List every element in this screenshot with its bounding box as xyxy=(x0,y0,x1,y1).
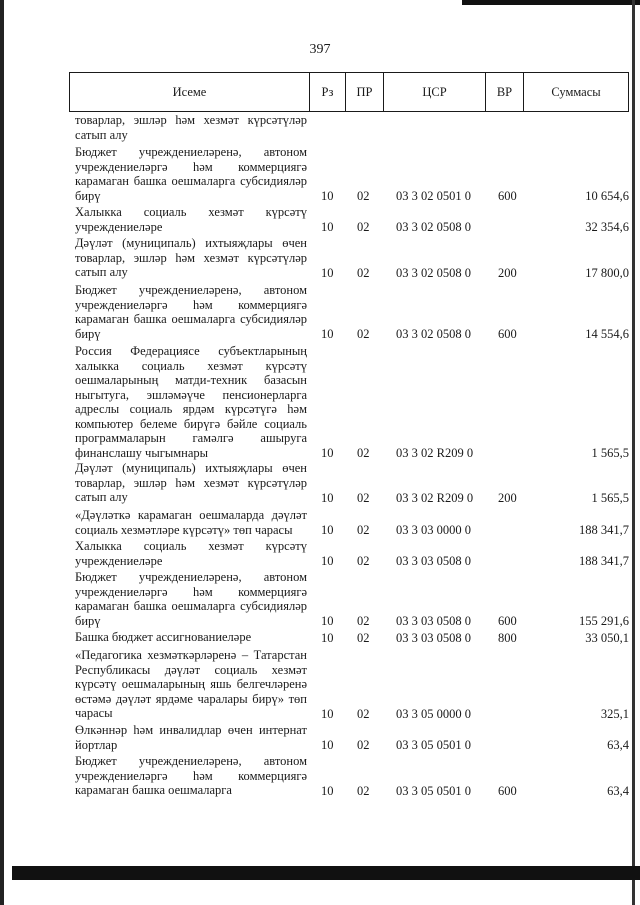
row-sum: 10 654,6 xyxy=(585,188,629,203)
row-csr: 03 3 05 0000 0 xyxy=(396,706,471,721)
table-row xyxy=(75,723,629,752)
table-row xyxy=(75,508,629,537)
row-vr: 600 xyxy=(498,188,517,203)
row-rz: 10 xyxy=(321,188,334,203)
row-vr: 800 xyxy=(498,630,517,645)
row-sum: 32 354,6 xyxy=(585,219,629,234)
row-csr: 03 3 02 0508 0 xyxy=(396,326,471,341)
header-rz: Рз xyxy=(310,73,346,111)
row-rz: 10 xyxy=(321,445,334,460)
row-sum: 1 565,5 xyxy=(591,445,629,460)
row-name: Россия Федерациясе субъектларының халыкка социаль хезмәт күрсәтү оешмаларының матди-техник базасын ныгытуга, эшләмәүче пенсионерларга адреслы социаль ярдәм күрсәтүгә һәм компьютер белеме бирүгә бәйле социаль программаларын гамәлгә ашыруга финанслашу чыгымнары xyxy=(75,344,307,460)
row-pr: 02 xyxy=(357,783,370,798)
row-sum: 33 050,1 xyxy=(585,630,629,645)
row-csr: 03 3 02 0508 0 xyxy=(396,265,471,280)
row-vr: 600 xyxy=(498,783,517,798)
row-sum: 63,4 xyxy=(607,737,629,752)
row-csr: 03 3 05 0501 0 xyxy=(396,737,471,752)
table-row xyxy=(75,236,629,280)
row-sum: 14 554,6 xyxy=(585,326,629,341)
row-rz: 10 xyxy=(321,490,334,505)
table-row xyxy=(75,539,629,568)
row-sum: 1 565,5 xyxy=(591,490,629,505)
row-name: товарлар, эшләр һәм хезмәт күрсәтүләр сатып алу xyxy=(75,113,307,142)
page-number: 397 xyxy=(309,42,331,57)
row-csr: 03 3 03 0508 0 xyxy=(396,553,471,568)
row-rz: 10 xyxy=(321,630,334,645)
row-csr: 03 3 05 0501 0 xyxy=(396,783,471,798)
row-sum: 17 800,0 xyxy=(585,265,629,280)
row-name: Башка бюджет ассигнованиеләре xyxy=(75,630,252,644)
row-pr: 02 xyxy=(357,219,370,234)
row-rz: 10 xyxy=(321,783,334,798)
row-pr: 02 xyxy=(357,522,370,537)
scan-edge-left xyxy=(0,0,4,905)
scan-edge-bottom xyxy=(12,866,640,880)
row-csr: 03 3 02 R209 0 xyxy=(396,445,474,460)
row-csr: 03 3 02 R209 0 xyxy=(396,490,474,505)
row-pr: 02 xyxy=(357,630,370,645)
table-row xyxy=(75,648,629,721)
row-pr: 02 xyxy=(357,188,370,203)
row-pr: 02 xyxy=(357,326,370,341)
row-name: Өлкәннәр һәм инвалидлар өчен интернат йортлар xyxy=(75,723,307,752)
row-sum: 155 291,6 xyxy=(579,613,629,628)
row-rz: 10 xyxy=(321,553,334,568)
row-rz: 10 xyxy=(321,737,334,752)
row-rz: 10 xyxy=(321,265,334,280)
row-rz: 10 xyxy=(321,522,334,537)
row-name: Халыкка социаль хезмәт күрсәтү учреждениеләре xyxy=(75,205,307,234)
header-vr: ВР xyxy=(486,73,524,111)
row-vr: 600 xyxy=(498,613,517,628)
row-vr: 200 xyxy=(498,490,517,505)
row-rz: 10 xyxy=(321,326,334,341)
row-csr: 03 3 02 0508 0 xyxy=(396,219,471,234)
table-row xyxy=(75,461,629,505)
row-name: «Дәүләткә карамаган оешмаларда дәүләт социаль хезмәтләре күрсәтү» төп чарасы xyxy=(75,508,307,537)
table-row xyxy=(75,113,629,142)
row-pr: 02 xyxy=(357,490,370,505)
row-pr: 02 xyxy=(357,613,370,628)
header-name: Исеме xyxy=(70,73,310,111)
header-sum: Суммасы xyxy=(551,85,601,99)
row-name: Халыкка социаль хезмәт күрсәтү учреждениеләре xyxy=(75,539,307,568)
table-row xyxy=(75,145,629,203)
row-name: Бюджет учреждениеләренә, автоном учреждениеләргә һәм коммерциягә карамаган башка оешмаларга xyxy=(75,754,307,797)
table-row xyxy=(75,344,629,460)
header-csr: ЦСР xyxy=(384,73,486,111)
row-pr: 02 xyxy=(357,737,370,752)
row-rz: 10 xyxy=(321,219,334,234)
row-sum: 325,1 xyxy=(600,706,629,721)
table-row xyxy=(75,205,629,234)
row-vr: 200 xyxy=(498,265,517,280)
table-row xyxy=(75,283,629,341)
row-pr: 02 xyxy=(357,445,370,460)
table-row xyxy=(75,570,629,628)
row-csr: 03 3 03 0508 0 xyxy=(396,613,471,628)
row-rz: 10 xyxy=(321,706,334,721)
scan-edge-top xyxy=(462,0,640,5)
row-sum: 188 341,7 xyxy=(579,553,629,568)
table-row xyxy=(75,630,629,645)
row-name: Бюджет учреждениеләренә, автоном учреждениеләргә һәм коммерциягә карамаган башка оешмаларга субсидияләр бирү xyxy=(75,570,307,628)
row-csr: 03 3 03 0508 0 xyxy=(396,630,471,645)
table-row xyxy=(75,754,629,798)
row-vr: 600 xyxy=(498,326,517,341)
row-csr: 03 3 03 0000 0 xyxy=(396,522,471,537)
row-pr: 02 xyxy=(357,265,370,280)
row-pr: 02 xyxy=(357,553,370,568)
row-sum: 188 341,7 xyxy=(579,522,629,537)
row-rz: 10 xyxy=(321,613,334,628)
row-pr: 02 xyxy=(357,706,370,721)
table-header xyxy=(69,72,629,112)
header-pr: ПР xyxy=(346,73,384,111)
row-name: Дәүләт (муниципаль) ихтыяҗлары өчен товарлар, эшләр һәм хезмәт күрсәтүләр сатып алу xyxy=(75,236,307,279)
row-name: Бюджет учреждениеләренә, автоном учреждениеләргә һәм коммерциягә карамаган башка оешмаларга субсидияләр бирү xyxy=(75,283,307,341)
row-name: Дәүләт (муниципаль) ихтыяҗлары өчен товарлар, эшләр һәм хезмәт күрсәтүләр сатып алу xyxy=(75,461,307,504)
row-sum: 63,4 xyxy=(607,783,629,798)
row-csr: 03 3 02 0501 0 xyxy=(396,188,471,203)
scan-edge-right xyxy=(632,0,635,905)
row-name: «Педагогика хезмәткәрләренә – Татарстан Республикасы дәүләт социаль хезмәт күрсәтү оешмаларының яшь белгечләренә өстәмә дәүләт ярдәме чаралары бирү» төп чарасы xyxy=(75,648,307,720)
row-name: Бюджет учреждениеләренә, автоном учреждениеләргә һәм коммерциягә карамаган башка оешмаларга субсидияләр бирү xyxy=(75,145,307,203)
